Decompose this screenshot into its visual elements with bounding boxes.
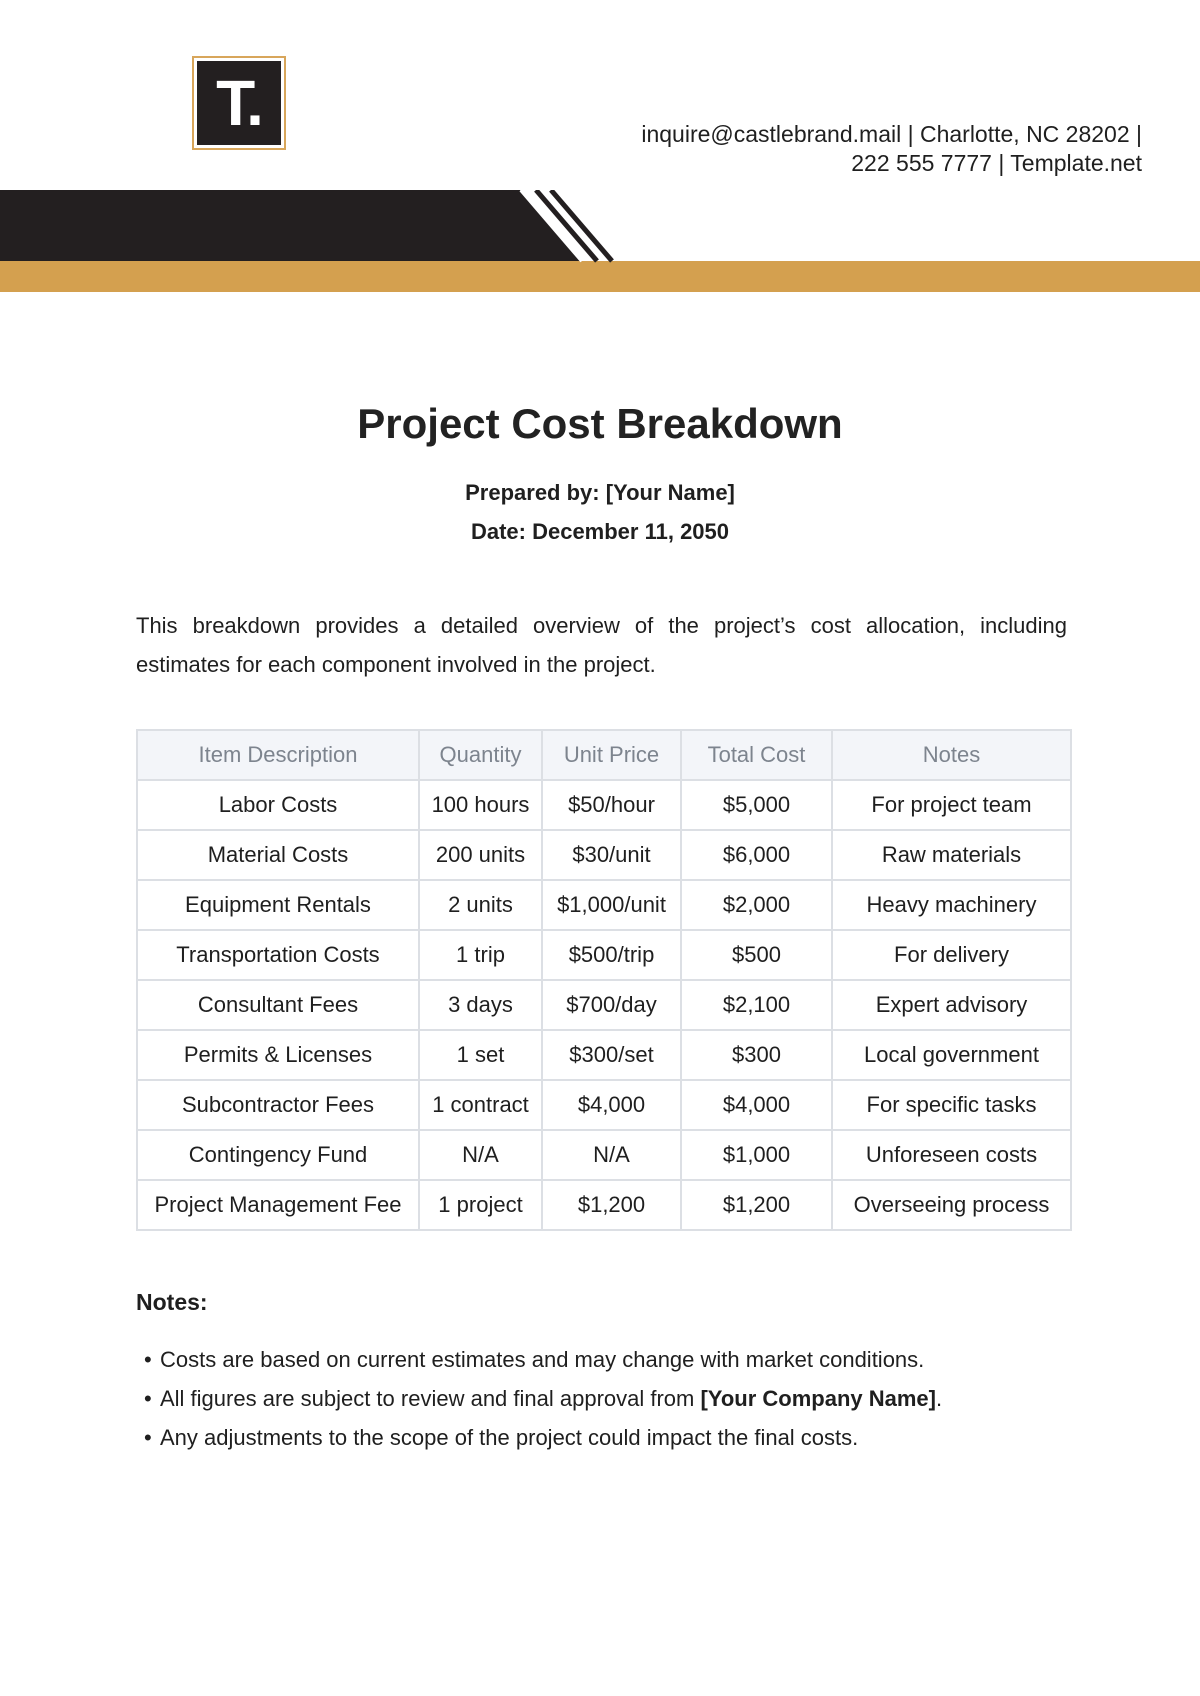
cell-item-description: Transportation Costs bbox=[137, 930, 419, 980]
cell-unit-price: $50/hour bbox=[542, 780, 681, 830]
header-total-cost: Total Cost bbox=[681, 730, 832, 780]
banner-accent-stripe bbox=[0, 261, 1200, 292]
cell-unit-price: $4,000 bbox=[542, 1080, 681, 1130]
cell-quantity: 3 days bbox=[419, 980, 542, 1030]
table-row bbox=[137, 1030, 1071, 1080]
notes-heading: Notes: bbox=[136, 1289, 208, 1315]
cell-unit-price: $1,200 bbox=[542, 1180, 681, 1230]
company-logo bbox=[192, 56, 286, 150]
cell-item-description: Permits & Licenses bbox=[137, 1030, 419, 1080]
cell-item-description: Subcontractor Fees bbox=[137, 1080, 419, 1130]
list-item bbox=[136, 1379, 942, 1418]
cell-unit-price: $500/trip bbox=[542, 930, 681, 980]
cell-unit-price: $300/set bbox=[542, 1030, 681, 1080]
cell-item-description: Labor Costs bbox=[137, 780, 419, 830]
cell-notes: Expert advisory bbox=[832, 980, 1071, 1030]
cell-notes: Heavy machinery bbox=[832, 880, 1071, 930]
company-name-placeholder: [Your Company Name] bbox=[700, 1386, 936, 1411]
page-title: Project Cost Breakdown bbox=[357, 400, 843, 447]
cell-notes: Local government bbox=[832, 1030, 1071, 1080]
cell-total-cost: $300 bbox=[681, 1030, 832, 1080]
list-item bbox=[136, 1418, 942, 1457]
cell-quantity: 1 set bbox=[419, 1030, 542, 1080]
cell-unit-price: N/A bbox=[542, 1130, 681, 1180]
cell-quantity: 1 project bbox=[419, 1180, 542, 1230]
cell-quantity: 2 units bbox=[419, 880, 542, 930]
bullet-icon: • bbox=[144, 1425, 152, 1450]
header-quantity: Quantity bbox=[419, 730, 542, 780]
bullet-icon: • bbox=[144, 1347, 152, 1372]
cell-total-cost: $500 bbox=[681, 930, 832, 980]
cell-notes: Unforeseen costs bbox=[832, 1130, 1071, 1180]
contact-line-1: inquire@castlebrand.mail | Charlotte, NC 28202 | bbox=[641, 121, 1142, 147]
table-row bbox=[137, 1080, 1071, 1130]
contact-line-2: 222 555 7777 | Template.net bbox=[851, 150, 1142, 176]
cost-table bbox=[136, 729, 1072, 1231]
cell-notes: For specific tasks bbox=[832, 1080, 1071, 1130]
cell-total-cost: $5,000 bbox=[681, 780, 832, 830]
cell-quantity: 200 units bbox=[419, 830, 542, 880]
cell-quantity: 1 contract bbox=[419, 1080, 542, 1130]
notes-list bbox=[136, 1340, 942, 1457]
note-text: Costs are based on current estimates and may change with market conditions. bbox=[160, 1347, 925, 1372]
note-text: All figures are subject to review and final approval from bbox=[160, 1386, 701, 1411]
logo-letter: T. bbox=[197, 61, 281, 145]
cell-notes: For project team bbox=[832, 780, 1071, 830]
table-row bbox=[137, 980, 1071, 1030]
bullet-icon: • bbox=[144, 1386, 152, 1411]
table-row bbox=[137, 1130, 1071, 1180]
list-item bbox=[136, 1340, 942, 1379]
banner-dark-band bbox=[0, 190, 582, 261]
cell-total-cost: $4,000 bbox=[681, 1080, 832, 1130]
cell-quantity: 1 trip bbox=[419, 930, 542, 980]
cell-item-description: Project Management Fee bbox=[137, 1180, 419, 1230]
table-row bbox=[137, 930, 1071, 980]
header-notes: Notes bbox=[832, 730, 1071, 780]
note-text-end: . bbox=[936, 1386, 943, 1411]
header-item-description: Item Description bbox=[137, 730, 419, 780]
cell-total-cost: $1,200 bbox=[681, 1180, 832, 1230]
cell-notes: For delivery bbox=[832, 930, 1071, 980]
intro-paragraph: This breakdown provides a detailed overview of the project’s cost allocation, including estimates for each component involved in the project. bbox=[136, 613, 1067, 677]
table-row bbox=[137, 880, 1071, 930]
cell-notes: Overseeing process bbox=[832, 1180, 1071, 1230]
cell-unit-price: $30/unit bbox=[542, 830, 681, 880]
cell-item-description: Material Costs bbox=[137, 830, 419, 880]
cell-quantity: 100 hours bbox=[419, 780, 542, 830]
cell-total-cost: $1,000 bbox=[681, 1130, 832, 1180]
table-row bbox=[137, 830, 1071, 880]
note-text: Any adjustments to the scope of the project could impact the final costs. bbox=[160, 1425, 859, 1450]
table-header-row bbox=[137, 730, 1071, 780]
cell-notes: Raw materials bbox=[832, 830, 1071, 880]
cell-item-description: Consultant Fees bbox=[137, 980, 419, 1030]
cell-item-description: Contingency Fund bbox=[137, 1130, 419, 1180]
cell-item-description: Equipment Rentals bbox=[137, 880, 419, 930]
table-row bbox=[137, 780, 1071, 830]
prepared-by: Prepared by: [Your Name] bbox=[465, 480, 735, 505]
header-banner bbox=[0, 190, 1200, 292]
cell-unit-price: $1,000/unit bbox=[542, 880, 681, 930]
table-row bbox=[137, 1180, 1071, 1230]
cell-total-cost: $6,000 bbox=[681, 830, 832, 880]
header-unit-price: Unit Price bbox=[542, 730, 681, 780]
cell-unit-price: $700/day bbox=[542, 980, 681, 1030]
contact-info bbox=[641, 120, 1142, 178]
cell-quantity: N/A bbox=[419, 1130, 542, 1180]
cell-total-cost: $2,100 bbox=[681, 980, 832, 1030]
document-date: Date: December 11, 2050 bbox=[470, 519, 730, 544]
cell-total-cost: $2,000 bbox=[681, 880, 832, 930]
